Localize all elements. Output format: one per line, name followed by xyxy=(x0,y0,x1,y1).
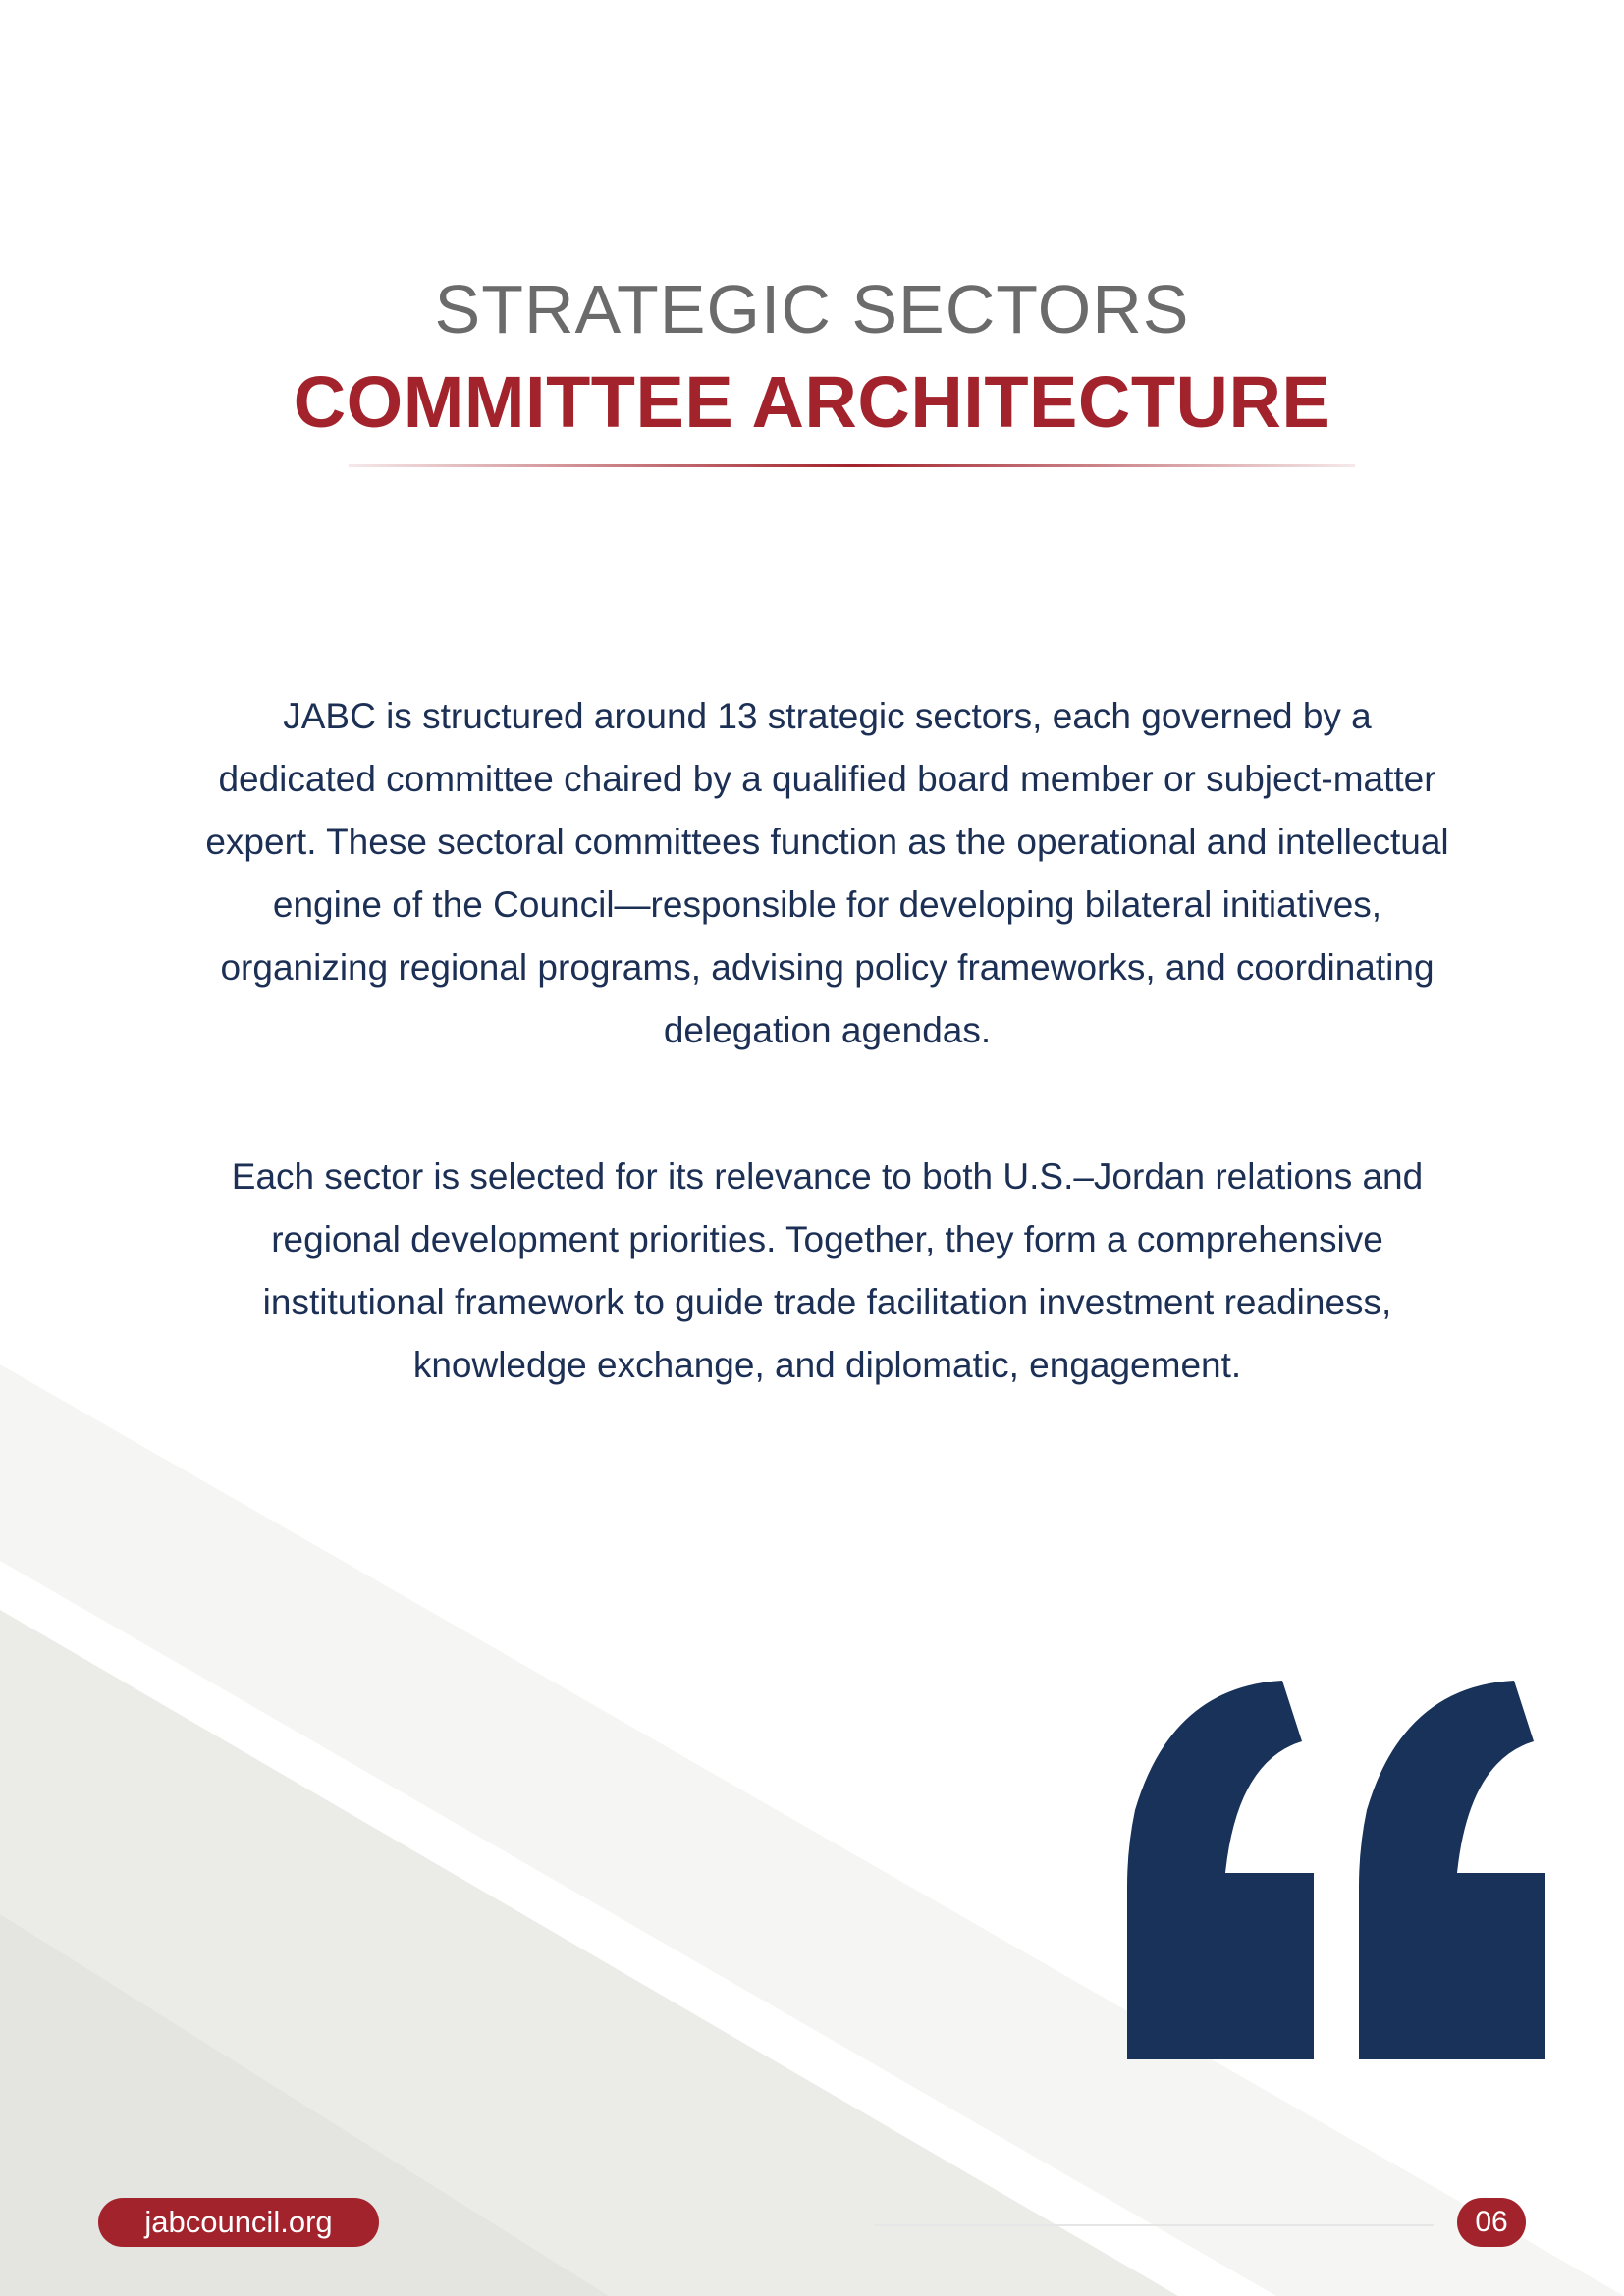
page-title xyxy=(0,265,1624,450)
opening-quote-icon xyxy=(1127,1681,1545,2059)
intro-paragraph: JABC is structured around 13 strategic sectors, each governed by a dedicated committee chaired by a qualified board member or subject-matter expert. These sectoral committees function as the operational and intellectual engine of the Council—responsible for developing bilateral initiatives, organizing regional programs, advising policy frameworks, and coordinating delegation agendas. xyxy=(205,696,1449,1050)
footer-divider xyxy=(874,2224,1434,2226)
page-number-badge: 06 xyxy=(1457,2198,1526,2247)
website-link[interactable]: jabcouncil.org xyxy=(98,2198,379,2247)
sector-paragraph: Each sector is selected for its relevance to both U.S.–Jordan relations and regional development priorities. Together, they form a comprehensive institutional framework to guide trade facilitation investment readiness, knowledge exchange, and diplomatic, engagement. xyxy=(231,1156,1424,1385)
title-committee-architecture: COMMITTEE ARCHITECTURE xyxy=(293,361,1331,443)
title-strategic-sectors: STRATEGIC SECTORS xyxy=(434,271,1190,347)
title-underline xyxy=(349,463,1355,468)
